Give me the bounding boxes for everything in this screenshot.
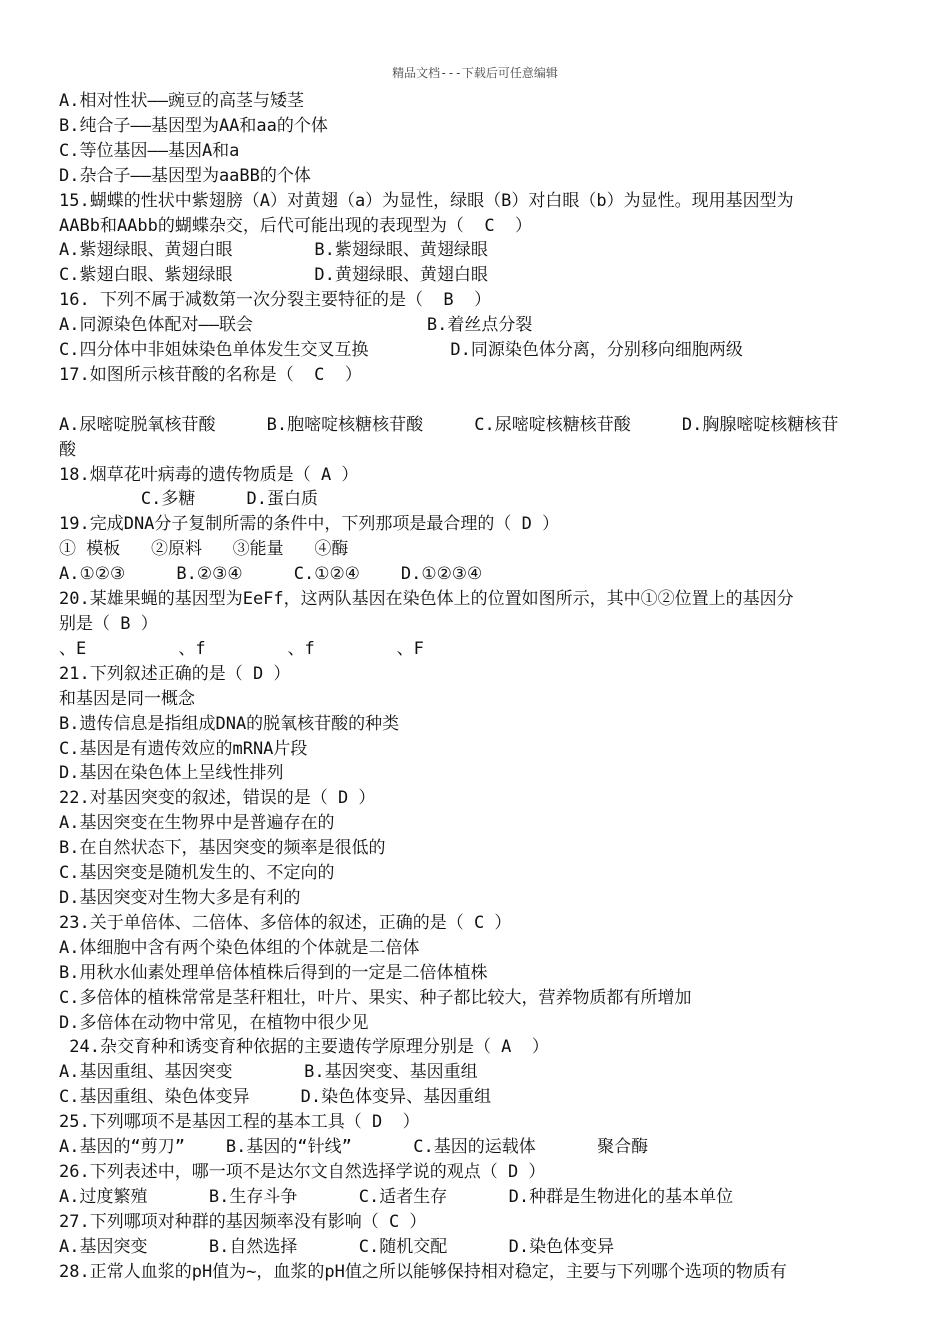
text-line: 19.完成DNA分子复制所需的条件中，下列那项是最合理的（ D ） <box>59 514 560 535</box>
text-line: 27.下列哪项对种群的基因频率没有影响（ C ） <box>59 1211 427 1232</box>
text-line: C.多倍体的植株常常是茎秆粗壮，叶片、果实、种子都比较大，营养物质都有所增加 <box>59 987 692 1008</box>
text-line: C.等位基因——基因A和a <box>59 140 240 161</box>
text-line: C.基因突变是随机发生的、不定向的 <box>59 863 335 884</box>
text-line: C.紫翅白眼、紫翅绿眼 D.黄翅绿眼、黄翅白眼 <box>59 265 488 286</box>
text-line: C.四分体中非姐妹染色单体发生交叉互换 D.同源染色体分离，分别移向细胞两级 <box>59 340 743 361</box>
text-line: 20.某雄果蝇的基因型为EeFf，这两队基因在染色体上的位置如图所示，其中①②位置上的基因分 <box>59 589 794 610</box>
text-line: B.在自然状态下，基因突变的频率是很低的 <box>59 838 386 859</box>
text-line: B.用秋水仙素处理单倍体植株后得到的一定是二倍体植株 <box>59 962 488 983</box>
text-line: C.多糖 D.蛋白质 <box>59 489 318 510</box>
text-line: 28.正常人血浆的pH值为~，血浆的pH值之所以能够保持相对稳定，主要与下列哪个选项的物质有 <box>59 1261 787 1282</box>
text-line: A.尿嘧啶脱氧核苷酸 B.胞嘧啶核糖核苷酸 C.尿嘧啶核糖核苷酸 D.胸腺嘧啶核糖核苷 <box>59 414 839 435</box>
text-line: 22.对基因突变的叙述，错误的是（ D ） <box>59 788 376 809</box>
text-line: 25.下列哪项不是基因工程的基本工具（ D ） <box>59 1112 420 1133</box>
text-line: 别是（ B ） <box>59 614 158 635</box>
text-line <box>59 388 899 413</box>
text-line: 18.烟草花叶病毒的遗传物质是（ A ） <box>59 464 359 485</box>
text-line: 26.下列表述中，哪一项不是达尔文自然选择学说的观点（ D ） <box>59 1161 546 1182</box>
text-line: ① 模板 ②原料 ③能量 ④酶 <box>59 539 349 560</box>
text-line: 17.如图所示核苷酸的名称是（ C ） <box>59 364 362 385</box>
text-line: B.遗传信息是指组成DNA的脱氧核苷酸的种类 <box>59 713 400 734</box>
text-line: D.基因突变对生物大多是有利的 <box>59 887 301 908</box>
text-line: D.基因在染色体上呈线性排列 <box>59 763 284 784</box>
text-line: C.基因是有遗传效应的mRNA片段 <box>59 738 308 759</box>
text-line: 16. 下列不属于减数第一次分裂主要特征的是（ B ） <box>59 290 492 311</box>
text-line: D.杂合子——基因型为aaBB的个体 <box>59 165 311 186</box>
text-line: B.纯合子——基因型为AA和aa的个体 <box>59 115 328 136</box>
page-header: 精品文档---下载后可任意编辑 <box>392 66 558 80</box>
text-line: D.多倍体在动物中常见，在植物中很少见 <box>59 1012 369 1033</box>
text-line: A.基因突变在生物界中是普遍存在的 <box>59 813 335 834</box>
text-line: A.同源染色体配对——联会 B.着丝点分裂 <box>59 315 533 336</box>
text-line: A.基因突变 B.自然选择 C.随机交配 D.染色体变异 <box>59 1236 615 1257</box>
text-line: C.基因重组、染色体变异 D.染色体变异、基因重组 <box>59 1087 492 1108</box>
text-line: A.体细胞中含有两个染色体组的个体就是二倍体 <box>59 937 420 958</box>
text-line: 和基因是同一概念 <box>59 688 195 709</box>
text-line: A.紫翅绿眼、黄翅白眼 B.紫翅绿眼、黄翅绿眼 <box>59 240 488 261</box>
text-line: AABb和AAbb的蝴蝶杂交，后代可能出现的表现型为（ C ） <box>59 215 533 236</box>
text-line: A.过度繁殖 B.生存斗争 C.适者生存 D.种群是生物进化的基本单位 <box>59 1186 734 1207</box>
document-body <box>59 89 899 1284</box>
text-line: 、E 、f 、f 、F <box>59 638 424 659</box>
text-line: A.基因的“剪刀” B.基因的“针线” C.基因的运载体 聚合酶 <box>59 1137 649 1158</box>
text-line: 15.蝴蝶的性状中紫翅膀（A）对黄翅（a）为显性，绿眼（B）对白眼（b）为显性。现用基因型为 <box>59 190 794 211</box>
text-line: 23.关于单倍体、二倍体、多倍体的叙述，正确的是（ C ） <box>59 912 512 933</box>
text-line: 24.杂交育种和诱变育种依据的主要遗传学原理分别是（ A ） <box>59 1037 549 1058</box>
text-line: A.①②③ B.②③④ C.①②④ D.①②③④ <box>59 564 483 585</box>
text-line: 酸 <box>59 439 76 460</box>
text-line: A.基因重组、基因突变 B.基因突变、基因重组 <box>59 1062 478 1083</box>
text-line: 21.下列叙述正确的是（ D ） <box>59 663 291 684</box>
text-line: A.相对性状——豌豆的高茎与矮茎 <box>59 91 304 111</box>
